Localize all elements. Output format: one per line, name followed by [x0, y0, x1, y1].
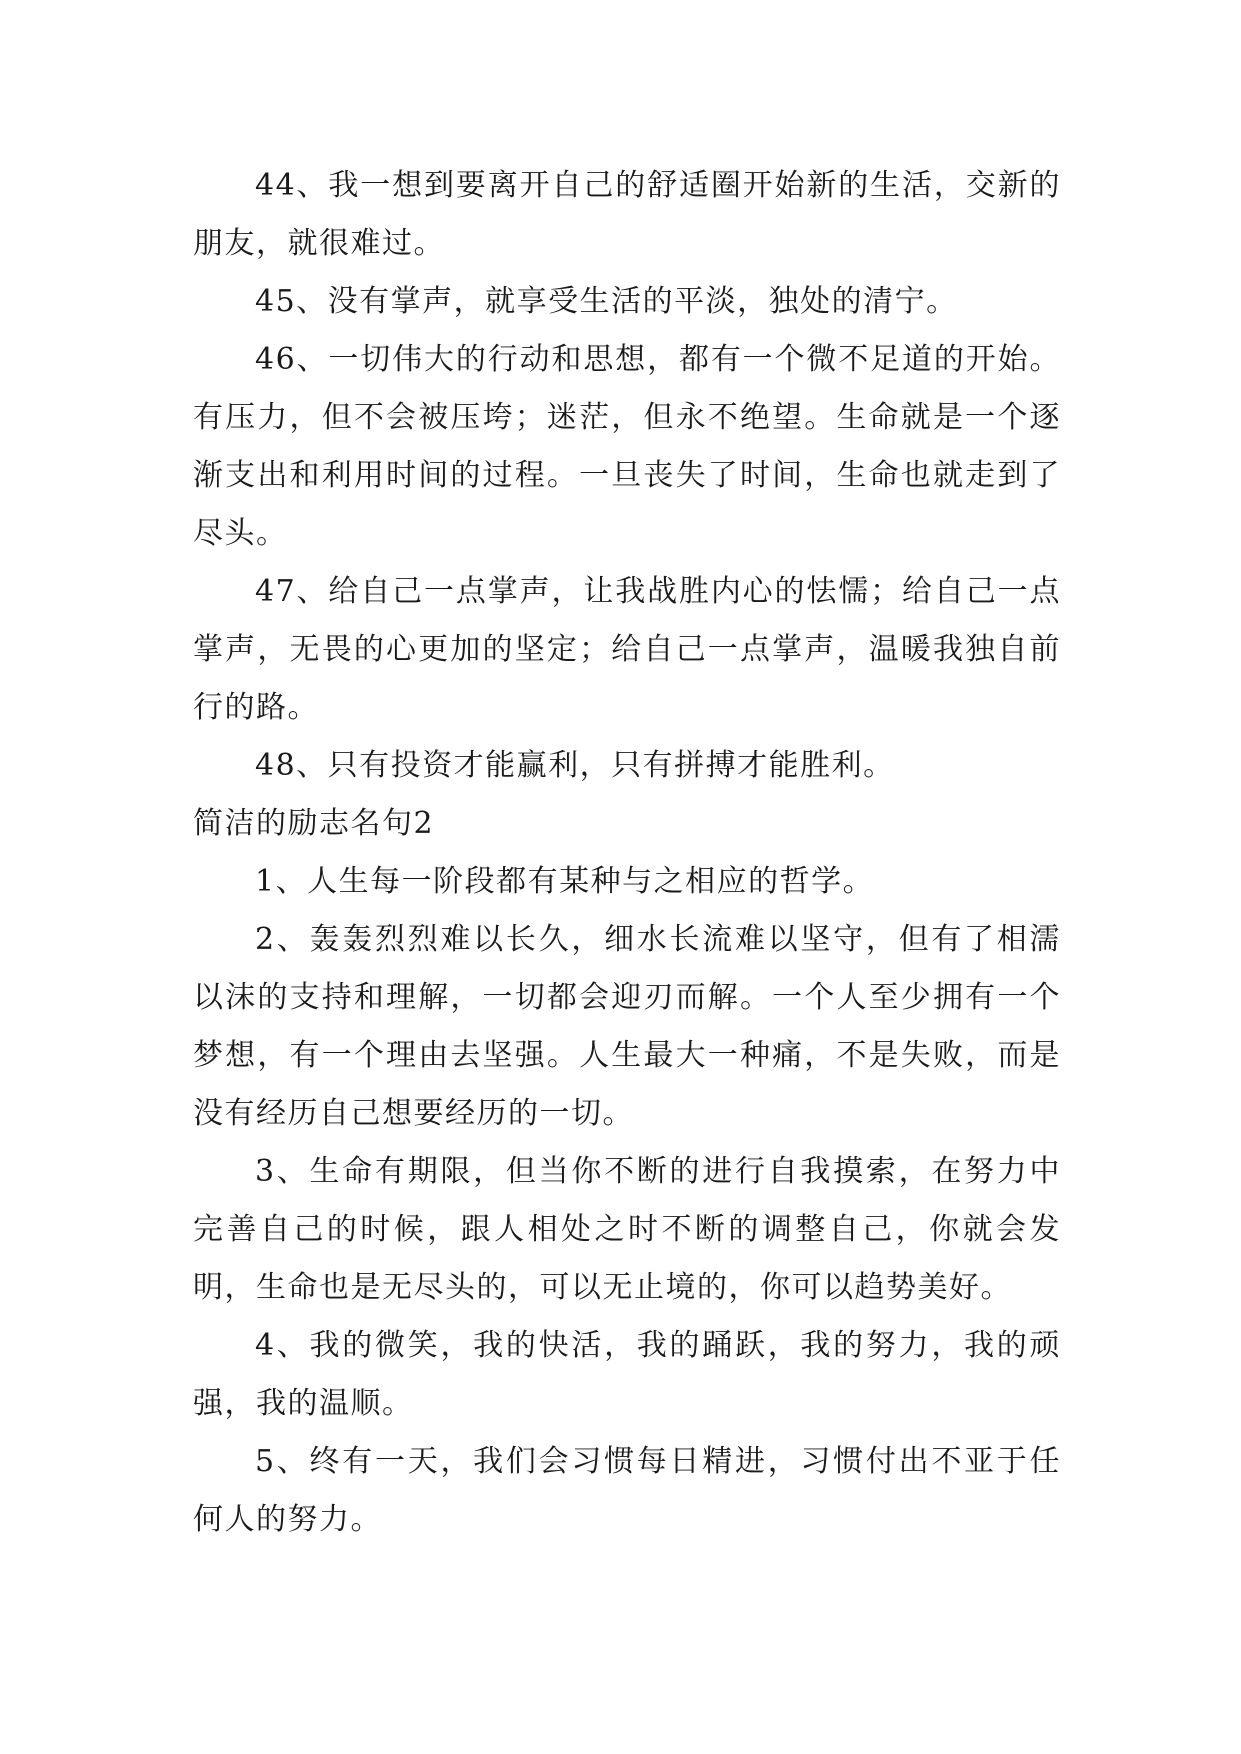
- quote-paragraph-48: 48、只有投资才能赢利，只有拼搏才能胜利。: [255, 748, 895, 783]
- quote-paragraph-2: 2、轰轰烈烈难以长久，细水长流难以坚守，但有了相濡以沫的支持和理解，一切都会迎刃而解。一个人至少拥有一个梦想，有一个理由去坚强。人生最大一种痛，不是失败，而是没有经历自己想要经历的一切。: [193, 922, 1061, 1131]
- section-heading: 简洁的励志名句2: [193, 806, 435, 841]
- quote-paragraph-44: 44、我一想到要离开自己的舒适圈开始新的生活，交新的朋友，就很难过。: [193, 168, 1061, 261]
- quote-paragraph-47: 47、给自己一点掌声，让我战胜内心的怯懦；给自己一点掌声，无畏的心更加的坚定；给自己一点掌声，温暖我独自前行的路。: [193, 574, 1061, 725]
- quote-paragraph-1: 1、人生每一阶段都有某种与之相应的哲学。: [255, 864, 875, 899]
- quote-paragraph-46: 46、一切伟大的行动和思想，都有一个微不足道的开始。有压力，但不会被压垮；迷茫，但永不绝望。生命就是一个逐渐支出和利用时间的过程。一旦丧失了时间，生命也就走到了尽头。: [193, 342, 1061, 551]
- quote-paragraph-5: 5、终有一天，我们会习惯每日精进，习惯付出不亚于任何人的努力。: [193, 1444, 1061, 1537]
- quote-paragraph-4: 4、我的微笑，我的快活，我的踊跃，我的努力，我的顽强，我的温顺。: [193, 1328, 1061, 1421]
- quote-paragraph-45: 45、没有掌声，就享受生活的平淡，独处的清宁。: [255, 284, 958, 319]
- quote-paragraph-3: 3、生命有期限，但当你不断的进行自我摸索，在努力中完善自己的时候，跟人相处之时不断的调整自己，你就会发明，生命也是无尽头的，可以无止境的，你可以趋势美好。: [193, 1154, 1061, 1305]
- document-body: [193, 157, 1061, 1549]
